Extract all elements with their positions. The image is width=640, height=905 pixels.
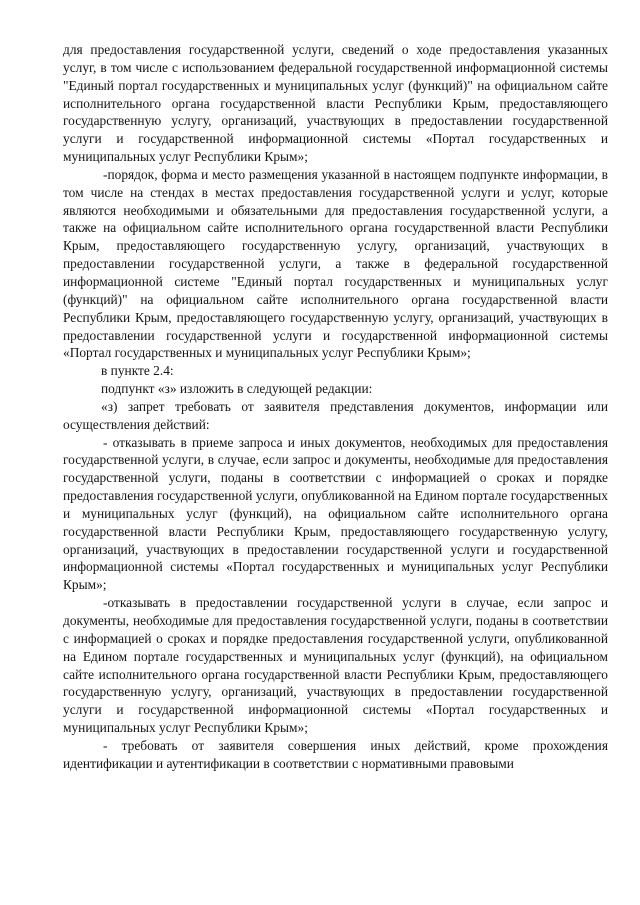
- document-page: [63, 41, 608, 773]
- paragraph-info-placement-order: -порядок, форма и место размещения указанной в настоящем подпункте информации, в том числе на стендах в местах предоставления государственной услуги и услуг, которые являются необходимыми и обязательными для предоставления государственной услуги, а также на официальном сайте исполнительного органа государственной власти Республики Крым, предоставляющего государственную услугу, организаций, участвующих в предоставлении государственной услуги, а также в федеральной государственной информационной системе "Единый портал государственных и муниципальных услуг (функций)" на официальном сайте исполнительного органа государственной власти Республики Крым, предоставляющего государственную услугу, организаций, участвующих в предоставлении государственной услуги и государственной информационной системы «Портал государственных и муниципальных услуг Республики Крым»;: [63, 166, 608, 361]
- paragraph-clause-2-4: в пункте 2.4:: [101, 363, 174, 379]
- paragraph-prohibition-heading: «з) запрет требовать от заявителя представления документов, информации или осуществления действий:: [63, 398, 608, 432]
- paragraph-refuse-provision: -отказывать в предоставлении государственной услуги в случае, если запрос и документы, необходимые для предоставления государственной услуги, поданы в соответствии с информацией о сроках и порядке предоставления государственной услуги, опубликованной на Едином портале государственных и муниципальных услуг (функций), на официальном сайте исполнительного органа государственной власти Республики Крым, предоставляющего государственную услугу, организаций, участвующих в предоставлении государственной услуги и государственной информационной системы «Портал государственных и муниципальных услуг Республики Крым»;: [63, 595, 608, 736]
- paragraph-refuse-acceptance: - отказывать в приеме запроса и иных документов, необходимых для предоставления государственной услуги, в случае, если запрос и документы, необходимые для предоставления государственной услуги, поданы в соответствии с информацией о сроках и порядке предоставления государственной услуги, опубликованной на Едином портале государственных и муниципальных услуг (функций), на официальном сайте исполнительного органа государственной власти Республики Крым, предоставляющего государственную услугу, организаций, участвующих в предоставлении государственной услуги и государственной информационной системы «Портал государственных и муниципальных услуг Республики Крым»;: [63, 434, 608, 593]
- paragraph-continuation: для предоставления государственной услуги, сведений о ходе предоставления указанных услуг, в том числе с использованием федеральной государственной информационной системы "Единый портал государственных и муниципальных услуг (функций)" на официальном сайте исполнительного органа государственной власти Республики Крым, предоставляющего государственную услугу, организаций, участвующих в предоставлении государственной услуги и государственной информационной системы «Портал государственных и муниципальных услуг Республики Крым»;: [63, 42, 608, 165]
- paragraph-subclause-z: подпункт «з» изложить в следующей редакции:: [101, 381, 373, 397]
- paragraph-require-actions: - требовать от заявителя совершения иных действий, кроме прохождения идентификации и аутентификации в соответствии с нормативными правовыми: [63, 737, 608, 771]
